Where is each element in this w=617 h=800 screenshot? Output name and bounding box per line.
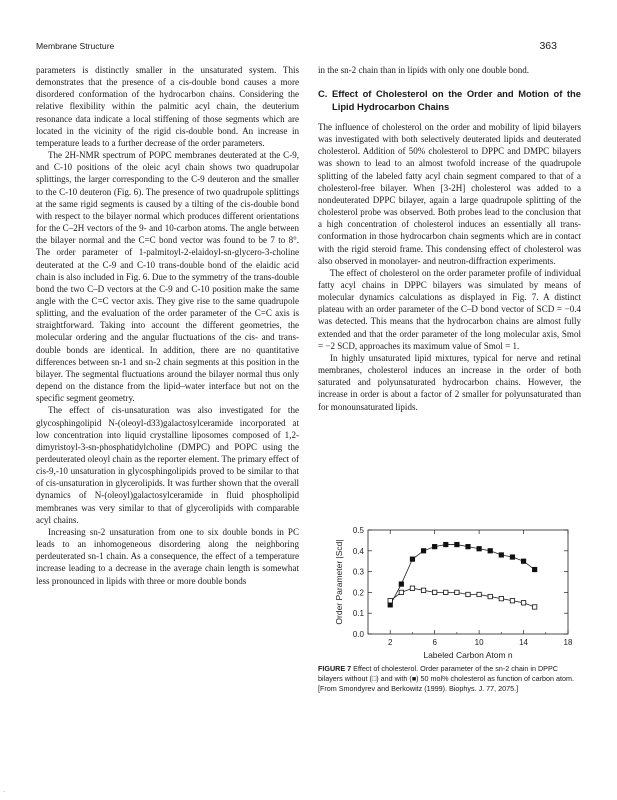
data-point-with-cholesterol [510,555,514,559]
page-mark: · [3,788,6,796]
figure-caption [318,664,582,694]
paragraph: The effect of cis-unsaturation was also investigated for the glycosphingolipid N-(oleoyl-d33)galactosylceramide incorporated at low concentration into liquid crystalline liposomes composed of 1,2-dimyristoyl-3-sn-phosphatidylcholine (DMPC) and POPC using the perdeuterated oleoyl chain as the reporter element. The primary effect of cis-9,-10 unsaturation in glycosphingolipids proved to be similar to that of cis-unsaturation in glycerolipids. It was further shown that the overall dynamics of N-(oleoyl)galactosylceramide in fluid phospholipid membranes was very similar to that of glycerolipids with comparable acyl chains. [36,405,299,525]
right-column [318,64,581,413]
series-line [390,545,534,605]
data-point-with-cholesterol [532,567,536,571]
y-tick-label: 0.4 [352,546,364,556]
data-point-without-cholesterol [521,601,525,605]
data-point-without-cholesterol [432,590,436,594]
paragraph: The influence of cholesterol on the order and mobility of lipid bilayers was investigated with both selectively deuterated lipids and deuterated cholesterol. Addition of 50% cholesterol to DPPC and DMPC bilayers was shown to lead to an almost twofold increase of the quadrupole splitting of the labeled fatty acyl chain segment compared to that of a cholesterol-free bilayer. When [3-2H] cholesterol was added to a nondeuterated DPPC bilayer, again a large quadrupole splitting of the cholesterol probe was observed. Both probes lead to the conclusion that a high concentration of cholesterol induces an essentially all trans-conformation in those hydrocarbon chain segments which are in contact with the rigid steroid frame. This condensing effect of cholesterol was also observed in monolayer- and neutron-diffraction experiments. [318,121,581,266]
data-point-with-cholesterol [499,553,503,557]
paragraph: Increasing sn-2 unsaturation from one to six double bonds in PC leads to an inhomogeneous disordering along the neighboring perdeuterated sn-1 chain. As a consequence, the effect of a temperature increase leading to a decrease in the average chain length is somewhat less pronounced in lipids with three or more double bonds [36,526,299,586]
series-line [390,588,534,607]
x-tick-label: 18 [563,638,573,647]
figure-caption-text: Effect of cholesterol. Order parameter of the sn-2 chain in DPPC bilayers without (□) and with (■) 50 mol% cholesterol as function of carbon atom. [From Smondyrev and Berkowitz (1999). Biophys. J. 77, 2075.] [318,664,574,693]
x-tick-label: 2 [387,638,393,647]
data-point-with-cholesterol [477,547,481,551]
data-point-without-cholesterol [421,588,425,592]
data-point-without-cholesterol [488,594,492,598]
data-point-with-cholesterol [455,542,459,546]
section-heading: C. Effect of Cholesterol on the Order and Motion of the Lipid Hydrocarbon Chains [318,88,581,112]
data-point-with-cholesterol [432,544,436,548]
data-point-without-cholesterol [499,596,503,600]
data-point-without-cholesterol [510,599,514,603]
data-point-with-cholesterol [388,603,392,607]
y-tick-label: 0.3 [352,567,364,577]
data-point-without-cholesterol [477,592,481,596]
chart-svg [322,520,584,665]
figure-7-chart [322,520,584,665]
data-point-with-cholesterol [399,582,403,586]
data-point-with-cholesterol [521,559,525,563]
x-tick-label: 14 [519,638,529,647]
left-column [36,64,299,587]
data-point-with-cholesterol [488,549,492,553]
paragraph: parameters is distinctly smaller in the unsaturated system. This demonstrates that the presence of a cis-double bond causes a more disordered conformation of the hydrocarbon chains. Considering the relative flexibility within the palmitic acyl chain, the deuterium resonance data indicate a local stiffening of those segments which are located in the vicinity of the rigid cis-double bond. An increase in temperature leads to a further decrease of the order parameters. [36,65,299,148]
data-point-with-cholesterol [466,544,470,548]
y-axis-label: Order Parameter |Scd| [334,539,344,625]
y-tick-label: 0.5 [352,526,364,535]
data-point-without-cholesterol [444,590,448,594]
data-point-without-cholesterol [399,590,403,594]
data-point-without-cholesterol [466,592,470,596]
paragraph: The effect of cholesterol on the order parameter profile of individual fatty acyl chains in DPPC bilayers was simulated by means of molecular dynamics calculations as displayed in Fig. 7. A distinct plateau with an order parameter of the C–D bond vector of SCD = −0.4 was detected. This means that the hydrocarbon chains are almost fully extended and that the order parameter of the long molecular axis, Smol = −2 SCD, approaches its maximum value of Smol = 1. [318,267,581,351]
x-tick-label: 6 [432,638,437,647]
data-point-without-cholesterol [532,605,536,609]
data-point-without-cholesterol [410,586,414,590]
figure-label: FIGURE 7 [318,664,352,673]
x-tick-label: 10 [474,638,484,647]
page-number: 363 [539,40,557,52]
paragraph: In highly unsaturated lipid mixtures, typical for nerve and retinal membranes, cholesterol induces an increase in the order of both saturated and polyunsaturated hydrocarbon chains. However, the increase in order is about a factor of 2 smaller for polyunsaturated than for monounsaturated lipids. [318,352,581,412]
y-tick-label: 0.2 [352,588,364,598]
y-tick-label: 0.0 [352,630,364,639]
y-tick-label: 0.1 [352,609,364,619]
paragraph: in the sn-2 chain than in lipids with only one double bond. [318,65,530,75]
running-title: Membrane Structure [36,41,115,51]
paragraph: The 2H-NMR spectrum of POPC membranes deuterated at the C-9, and C-10 positions of the oleic acyl chain shows two quadrupolar splittings, the larger corresponding to the C-9 deuteron and the smaller to the C-10 deuteron (Fig. 6). The presence of two quadrupole splittings at the same rigid segments is caused by a tilting of the cis-double bond with respect to the bilayer normal which produces different orientations for the C–2H vectors of the 9- and 10-carbon atoms. The angle between the bilayer normal and the C=C bond vector was found to be 7 to 8°. The order parameter of 1-palmitoyl-2-elaidoyl-sn-glycero-3-choline deuterated at the C-9 and C-10 trans-double bond of the elaidic acid chain is also included in Fig. 6. Due to the symmetry of the trans-double bond the two C–D vectors at the C-9 and C-10 position make the same angle with the C=C vector axis. They give rise to the same quadrupole splitting, and the evaluation of the order parameter of the C=C axis is straightforward. Taking into account the different geometries, the molecular ordering and the angular fluctuations of the cis- and trans-double bonds are identical. In addition, there are no quantitative differences between sn-1 and sn-2 chain segments at this position in the bilayer. The segmental fluctuations around the bilayer normal thus only depend on the distance from the lipid–water interface but not on the specific segment geometry. [36,150,299,404]
data-point-with-cholesterol [410,557,414,561]
data-point-with-cholesterol [444,542,448,546]
data-point-without-cholesterol [388,599,392,603]
data-point-without-cholesterol [455,590,459,594]
x-axis-label: Labeled Carbon Atom n [423,650,513,660]
data-point-with-cholesterol [421,549,425,553]
